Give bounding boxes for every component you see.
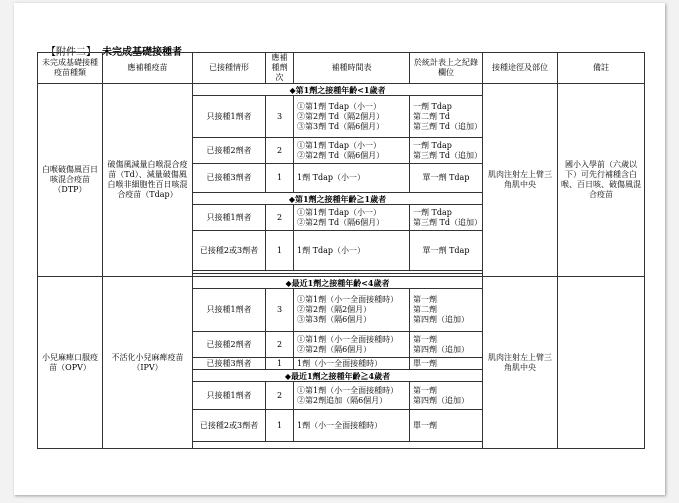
block-row	[38, 84, 645, 96]
age-group-label: ◆第1劑之接種年齡<1歲者	[193, 84, 483, 96]
record-cell	[410, 231, 483, 271]
schedule-line: ②第2劑 Td（隔2個月）	[297, 111, 385, 121]
header-cell: 已接種情形	[193, 53, 266, 84]
note-cell	[558, 277, 645, 449]
schedule-line: ②第2劑（隔6個月）	[297, 344, 372, 354]
note-cell: 國小入學前（六歲以下）可先行補種含白喉、百日咳、破傷風混合疫苗	[558, 84, 645, 277]
schedule-line: ①第1劑 Tdap（小一）	[297, 207, 381, 217]
record-cell	[410, 138, 483, 164]
header-cell: 補種時間表	[294, 53, 410, 84]
spacer-cell	[193, 442, 483, 449]
record-line: 第二劑	[413, 305, 437, 314]
catchup-vaccination-table	[37, 52, 645, 449]
status-cell: 已接種2或3劑者	[193, 231, 266, 271]
record-line: 第一劑	[413, 295, 437, 304]
route-cell: 肌肉注射左上臂三角肌中央	[483, 84, 558, 277]
dose-count: 1	[266, 164, 294, 193]
record-cell	[410, 332, 483, 358]
catchup-vaccine-cell: 不活化小兒麻痺疫苗（IPV）	[103, 277, 193, 449]
attachment-tag: 【附件二】	[46, 47, 96, 58]
header-cell: 未完成基礎接種疫苗種類	[38, 53, 103, 84]
status-cell: 已接種3劑者	[193, 164, 266, 193]
record-line: 單一劑	[413, 358, 437, 368]
record-line: 一劑 Tdap	[413, 101, 452, 111]
schedule-line: 1劑 Tdap（小一）	[297, 173, 365, 182]
dose-count: 2	[266, 332, 294, 358]
header-cell: 應補種劑次	[266, 53, 294, 84]
record-line: 第四劑（追加）	[413, 395, 469, 405]
record-line: 單一劑 Tdap	[422, 173, 470, 182]
schedule-cell	[294, 382, 410, 410]
schedule-cell	[294, 358, 410, 370]
catchup-vaccine-cell: 破傷風減量白喉混合疫苗（Td）、減量破傷風白喉非細胞性百日咳混合疫苗（Tdap）	[103, 84, 193, 277]
dose-count: 1	[266, 358, 294, 370]
schedule-line: ①第1劑（小一全面接種時）	[297, 385, 399, 395]
schedule-line: ①第1劑（小一全面接種時）	[297, 334, 399, 344]
record-line: 單一劑	[413, 420, 437, 430]
record-cell	[410, 205, 483, 231]
title-text: 未完成基礎接種者	[102, 47, 182, 58]
status-cell: 只接種1劑者	[193, 382, 266, 410]
record-cell	[410, 382, 483, 410]
header-cell: 備註	[558, 53, 645, 84]
record-line: 第四劑（追加）	[413, 315, 469, 324]
schedule-cell	[294, 164, 410, 193]
status-cell: 已接種2劑者	[193, 138, 266, 164]
dose-count: 1	[266, 231, 294, 271]
schedule-line: ②第2劑（隔2個月）	[297, 305, 372, 314]
dose-count: 2	[266, 205, 294, 231]
record-cell	[410, 410, 483, 442]
schedule-line: 1劑（小一全面接種時）	[297, 358, 383, 368]
record-line: 一劑 Tdap	[413, 207, 452, 217]
dose-count: 3	[266, 289, 294, 332]
record-line: 第三劑 Td（追加）	[413, 150, 482, 160]
status-cell: 已接種2劑者	[193, 332, 266, 358]
record-line: 第三劑 Td（追加）	[413, 121, 482, 131]
schedule-line: ②第2劑 Td（隔6個月）	[297, 150, 385, 160]
age-group-label: ◆第1劑之接種年齡≧1歲者	[193, 193, 483, 205]
status-cell: 只接種1劑者	[193, 96, 266, 138]
record-cell	[410, 164, 483, 193]
header-row	[38, 53, 645, 84]
schedule-line: ②第2劑 Td（隔6個月）	[297, 217, 385, 227]
dose-count: 2	[266, 138, 294, 164]
age-group-label: ◆最近1劑之接種年齡≧4歲者	[193, 370, 483, 382]
record-line: 一劑 Tdap	[413, 140, 452, 150]
record-cell	[410, 96, 483, 138]
status-cell: 已接種2或3劑者	[193, 410, 266, 442]
dose-count: 3	[266, 96, 294, 138]
route-cell: 肌肉注射左上臂三角肌中央	[483, 277, 558, 449]
schedule-cell	[294, 96, 410, 138]
schedule-line: ②第2劑追加（隔6個月）	[297, 395, 388, 405]
schedule-line: ①第1劑 Tdap（小一）	[297, 101, 381, 111]
schedule-line: ①第1劑 Tdap（小一）	[297, 140, 381, 150]
record-line: 第四劑（追加）	[413, 344, 469, 354]
record-line: 單一劑 Tdap	[422, 245, 470, 255]
status-cell: 只接種1劑者	[193, 289, 266, 332]
header-cell: 接種途徑及部位	[483, 53, 558, 84]
dose-count: 2	[266, 382, 294, 410]
header-cell: 應補種疫苗	[103, 53, 193, 84]
schedule-cell	[294, 138, 410, 164]
record-line: 第二劑 Td	[413, 111, 450, 121]
schedule-cell	[294, 205, 410, 231]
vaccine-cell: 白喉破傷風百日咳混合疫苗（DTP）	[38, 84, 103, 277]
status-cell: 已接種3劑者	[193, 358, 266, 370]
schedule-line: 1劑 Tdap（小一）	[297, 245, 365, 255]
age-group-label: ◆最近1劑之接種年齡<4歲者	[193, 277, 483, 289]
status-cell: 只接種1劑者	[193, 205, 266, 231]
schedule-cell	[294, 410, 410, 442]
schedule-line: 1劑（小一全面接種時）	[297, 420, 383, 430]
schedule-cell	[294, 289, 410, 332]
record-cell	[410, 289, 483, 332]
record-line: 第一劑	[413, 334, 437, 344]
block-row	[38, 277, 645, 289]
schedule-cell	[294, 231, 410, 271]
schedule-line: ③第3劑（隔6個月）	[297, 315, 372, 324]
schedule-cell	[294, 332, 410, 358]
header-cell: 於統計表上之紀錄欄位	[410, 53, 483, 84]
vaccine-cell: 小兒麻痺口服疫苗（OPV）	[38, 277, 103, 449]
record-line: 第一劑	[413, 385, 437, 395]
record-cell	[410, 358, 483, 370]
record-line: 第三劑 Td（追加）	[413, 217, 482, 227]
schedule-line: ③第3劑 Td（隔6個月）	[297, 121, 385, 131]
schedule-line: ①第1劑（小一全面接種時）	[297, 295, 399, 304]
dose-count: 1	[266, 410, 294, 442]
